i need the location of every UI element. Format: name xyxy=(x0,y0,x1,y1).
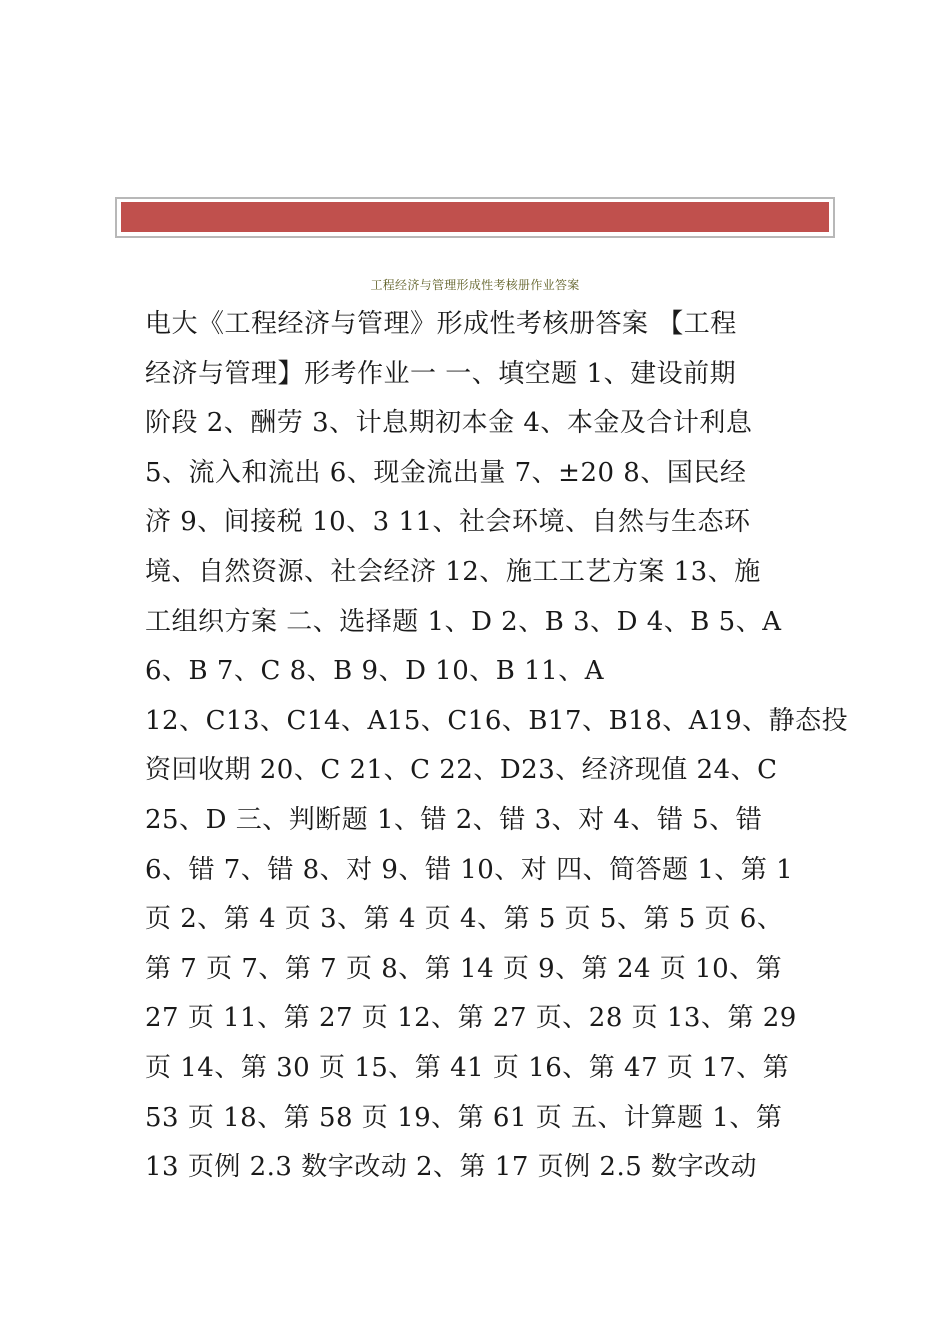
body-line: 12、C13、C14、A15、C16、B17、B18、A19、静态投 xyxy=(145,705,849,736)
body-line: 6、错 7、错 8、对 9、错 10、对 四、简答题 1、第 1 xyxy=(145,854,794,885)
body-line: 27 页 11、第 27 页 12、第 27 页、28 页 13、第 29 xyxy=(145,1003,797,1034)
body-line: 25、D 三、判断题 1、错 2、错 3、对 4、错 5、错 xyxy=(145,804,763,835)
body-line: 电大《工程经济与管理》形成性考核册答案 【工程 xyxy=(145,309,737,339)
body-line: 工组织方案 二、选择题 1、D 2、B 3、D 4、B 5、A xyxy=(145,606,782,637)
document-body xyxy=(145,300,849,1193)
body-line: 阶段 2、酬劳 3、计息期初本金 4、本金及合计利息 xyxy=(145,408,753,439)
banner-fill xyxy=(121,202,829,232)
header-banner xyxy=(115,197,835,238)
body-line: 经济与管理】形考作业一 一、填空题 1、建设前期 xyxy=(145,358,737,389)
body-line: 境、自然资源、社会经济 12、施工工艺方案 13、施 xyxy=(145,556,761,587)
body-line: 13 页例 2.3 数字改动 2、第 17 页例 2.5 数字改动 xyxy=(145,1152,758,1183)
body-line: 页 14、第 30 页 15、第 41 页 16、第 47 页 17、第 xyxy=(145,1052,790,1083)
body-line: 53 页 18、第 58 页 19、第 61 页 五、计算题 1、第 xyxy=(145,1102,783,1133)
body-line: 济 9、间接税 10、3 11、社会环境、自然与生态环 xyxy=(145,507,751,538)
body-line: 页 2、第 4 页 3、第 4 页 4、第 5 页 5、第 5 页 6、 xyxy=(145,904,784,935)
body-line: 5、流入和流出 6、现金流出量 7、±20 8、国民经 xyxy=(145,457,747,488)
running-header: 工程经济与管理形成性考核册作业答案 xyxy=(370,278,580,292)
body-line: 第 7 页 7、第 7 页 8、第 14 页 9、第 24 页 10、第 xyxy=(145,953,783,984)
body-line: 6、B 7、C 8、B 9、D 10、B 11、A xyxy=(145,656,604,687)
body-line: 资回收期 20、C 21、C 22、D23、经济现值 24、C xyxy=(145,755,778,786)
